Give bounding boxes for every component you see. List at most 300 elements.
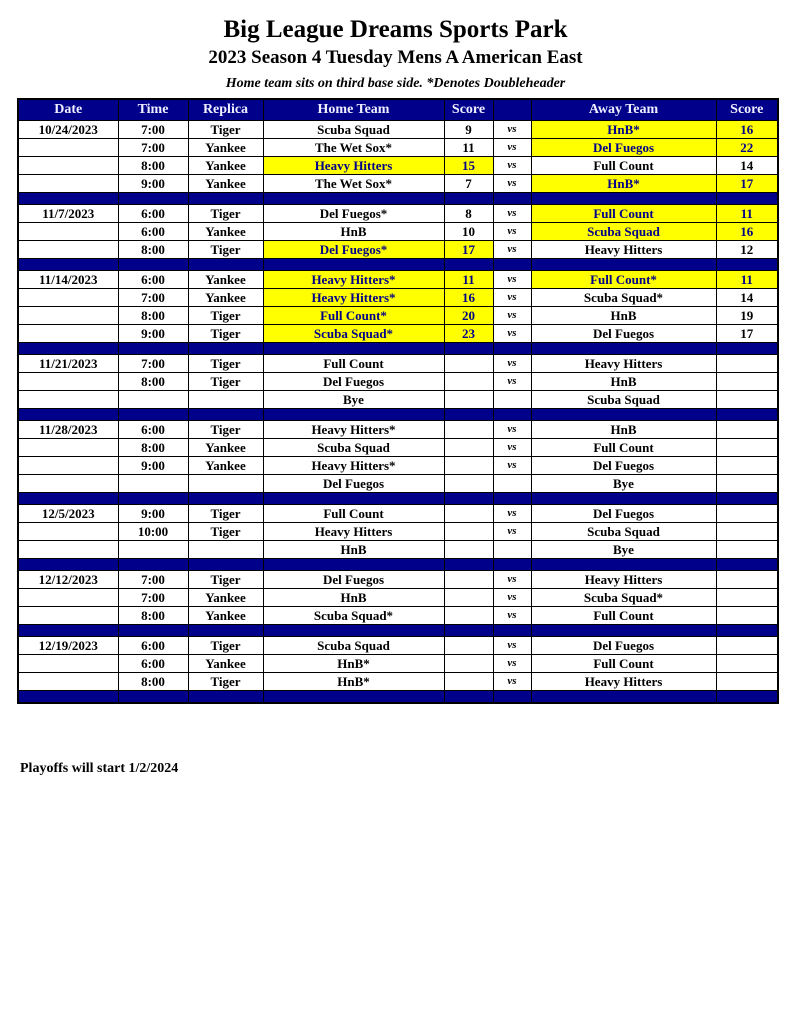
date-cell: 11/7/2023 [18,205,118,223]
away-team-cell: Full Count [531,439,716,457]
home-team-cell: Heavy Hitters [263,157,444,175]
separator-cell [444,625,493,637]
separator-cell [118,409,188,421]
time-cell: 7:00 [118,289,188,307]
separator-cell [18,625,118,637]
away-score-cell [716,421,778,439]
time-cell: 7:00 [118,571,188,589]
away-score-cell [716,637,778,655]
home-team-cell: Heavy Hitters* [263,421,444,439]
separator-cell [493,493,531,505]
home-score-cell [444,523,493,541]
game-row [18,475,778,493]
home-score-cell [444,637,493,655]
separator-cell [444,193,493,205]
separator-cell [444,691,493,704]
home-team-cell: HnB [263,223,444,241]
replica-cell: Tiger [188,421,263,439]
vs-cell: vs [493,589,531,607]
replica-cell: Tiger [188,121,263,139]
separator-cell [263,559,444,571]
vs-cell: vs [493,205,531,223]
home-team-cell: Del Fuegos [263,571,444,589]
separator-cell [263,409,444,421]
separator-cell [188,259,263,271]
vs-cell: vs [493,121,531,139]
separator-row [18,259,778,271]
away-score-cell [716,673,778,691]
separator-cell [263,691,444,704]
home-score-cell: 11 [444,271,493,289]
time-cell: 8:00 [118,307,188,325]
game-row [18,457,778,475]
replica-cell: Yankee [188,607,263,625]
home-score-cell: 11 [444,139,493,157]
home-score-cell [444,475,493,493]
date-cell [18,325,118,343]
home-team-cell: HnB* [263,673,444,691]
vs-cell: vs [493,157,531,175]
separator-cell [531,493,716,505]
game-row [18,505,778,523]
separator-cell [493,193,531,205]
game-row [18,175,778,193]
home-score-cell [444,355,493,373]
home-score-cell [444,457,493,475]
date-cell [18,475,118,493]
away-score-cell: 16 [716,121,778,139]
home-team-cell: Del Fuegos* [263,205,444,223]
away-team-cell: Del Fuegos [531,139,716,157]
separator-cell [716,559,778,571]
home-score-cell: 8 [444,205,493,223]
separator-cell [118,559,188,571]
away-score-cell [716,355,778,373]
separator-cell [18,259,118,271]
away-team-cell: Del Fuegos [531,325,716,343]
home-score-cell [444,571,493,589]
game-row [18,205,778,223]
home-team-cell: The Wet Sox* [263,175,444,193]
separator-cell [118,493,188,505]
separator-cell [444,343,493,355]
separator-cell [493,559,531,571]
vs-cell: vs [493,307,531,325]
separator-cell [716,193,778,205]
home-score-cell [444,589,493,607]
replica-cell [188,541,263,559]
separator-cell [263,343,444,355]
separator-cell [531,625,716,637]
separator-cell [118,625,188,637]
time-cell: 8:00 [118,157,188,175]
replica-cell: Tiger [188,571,263,589]
date-cell: 12/19/2023 [18,637,118,655]
away-team-cell: Scuba Squad [531,391,716,409]
separator-cell [188,193,263,205]
header-away-team: Away Team [531,99,716,121]
separator-row [18,691,778,704]
separator-cell [118,691,188,704]
vs-cell: vs [493,289,531,307]
time-cell: 7:00 [118,139,188,157]
home-team-cell: Del Fuegos* [263,241,444,259]
vs-cell: vs [493,505,531,523]
separator-cell [188,691,263,704]
home-score-cell [444,673,493,691]
away-team-cell: Heavy Hitters [531,355,716,373]
separator-cell [118,193,188,205]
replica-cell: Tiger [188,673,263,691]
separator-cell [493,343,531,355]
replica-cell: Yankee [188,589,263,607]
away-team-cell: Heavy Hitters [531,673,716,691]
game-row [18,241,778,259]
away-score-cell: 16 [716,223,778,241]
date-cell [18,307,118,325]
away-score-cell [716,475,778,493]
away-score-cell [716,571,778,589]
game-row [18,121,778,139]
away-score-cell: 11 [716,271,778,289]
away-team-cell: Bye [531,475,716,493]
home-score-cell: 23 [444,325,493,343]
vs-cell: vs [493,355,531,373]
separator-cell [531,343,716,355]
header-date: Date [18,99,118,121]
separator-cell [716,259,778,271]
home-team-cell: HnB [263,541,444,559]
home-team-cell: Heavy Hitters* [263,457,444,475]
home-team-cell: Scuba Squad* [263,325,444,343]
date-cell [18,457,118,475]
vs-cell: vs [493,325,531,343]
date-cell: 11/21/2023 [18,355,118,373]
game-row [18,571,778,589]
home-score-cell [444,505,493,523]
separator-cell [263,259,444,271]
vs-cell: vs [493,139,531,157]
separator-cell [444,493,493,505]
home-score-cell [444,421,493,439]
home-team-cell: Scuba Squad [263,121,444,139]
game-row [18,223,778,241]
time-cell: 7:00 [118,355,188,373]
home-score-cell: 20 [444,307,493,325]
vs-cell: vs [493,439,531,457]
separator-cell [188,343,263,355]
away-score-cell: 17 [716,325,778,343]
home-team-cell: Del Fuegos [263,475,444,493]
time-cell: 7:00 [118,589,188,607]
home-score-cell: 15 [444,157,493,175]
home-score-cell [444,655,493,673]
away-score-cell: 14 [716,289,778,307]
header-time: Time [118,99,188,121]
home-team-note: Home team sits on third base side. *Denotes Doubleheader [225,76,566,92]
home-score-cell: 17 [444,241,493,259]
away-team-cell: HnB* [531,121,716,139]
time-cell: 6:00 [118,271,188,289]
away-score-cell [716,505,778,523]
game-row [18,673,778,691]
header-replica: Replica [188,99,263,121]
date-cell [18,373,118,391]
vs-cell: vs [493,637,531,655]
away-score-cell [716,589,778,607]
separator-cell [118,259,188,271]
vs-cell: vs [493,571,531,589]
separator-cell [531,559,716,571]
game-row [18,373,778,391]
separator-cell [444,259,493,271]
time-cell: 8:00 [118,607,188,625]
time-cell: 8:00 [118,439,188,457]
away-team-cell: HnB* [531,175,716,193]
away-team-cell: Bye [531,541,716,559]
separator-cell [716,409,778,421]
date-cell: 12/5/2023 [18,505,118,523]
away-score-cell [716,607,778,625]
away-team-cell: Full Count [531,607,716,625]
separator-cell [493,691,531,704]
date-cell [18,523,118,541]
replica-cell [188,475,263,493]
replica-cell: Yankee [188,655,263,673]
separator-cell [188,493,263,505]
away-score-cell [716,391,778,409]
away-team-cell: Scuba Squad [531,523,716,541]
header-home-score: Score [444,99,493,121]
game-row [18,391,778,409]
game-row [18,157,778,175]
header-away-score: Score [716,99,778,121]
away-team-cell: Del Fuegos [531,637,716,655]
vs-cell: vs [493,421,531,439]
vs-cell [493,541,531,559]
time-cell: 6:00 [118,655,188,673]
vs-cell: vs [493,241,531,259]
time-cell: 10:00 [118,523,188,541]
game-row [18,307,778,325]
home-team-cell: Heavy Hitters* [263,271,444,289]
separator-row [18,193,778,205]
home-score-cell [444,439,493,457]
home-team-cell: Full Count* [263,307,444,325]
separator-cell [531,691,716,704]
date-cell: 11/28/2023 [18,421,118,439]
separator-cell [18,559,118,571]
header-home-team: Home Team [263,99,444,121]
home-score-cell [444,373,493,391]
time-cell [118,391,188,409]
replica-cell: Tiger [188,637,263,655]
separator-row [18,493,778,505]
away-team-cell: HnB [531,307,716,325]
separator-row [18,625,778,637]
game-row [18,541,778,559]
away-team-cell: Full Count* [531,271,716,289]
page-subtitle: 2023 Season 4 Tuesday Mens A American East [208,46,583,68]
separator-cell [531,409,716,421]
separator-cell [263,625,444,637]
game-row [18,271,778,289]
game-row [18,355,778,373]
away-score-cell: 22 [716,139,778,157]
date-cell [18,175,118,193]
game-row [18,421,778,439]
replica-cell: Tiger [188,355,263,373]
separator-cell [493,625,531,637]
date-cell [18,157,118,175]
separator-cell [493,409,531,421]
separator-row [18,343,778,355]
date-cell: 12/12/2023 [18,571,118,589]
date-cell [18,673,118,691]
separator-row [18,409,778,421]
home-team-cell: The Wet Sox* [263,139,444,157]
vs-cell: vs [493,457,531,475]
separator-cell [263,193,444,205]
vs-cell [493,391,531,409]
separator-cell [18,691,118,704]
replica-cell: Tiger [188,523,263,541]
date-cell [18,139,118,157]
vs-cell: vs [493,373,531,391]
table-header-row [18,99,778,121]
separator-row [18,559,778,571]
replica-cell: Yankee [188,457,263,475]
vs-cell: vs [493,523,531,541]
separator-cell [493,259,531,271]
replica-cell: Tiger [188,307,263,325]
away-team-cell: Del Fuegos [531,505,716,523]
away-team-cell: Heavy Hitters [531,241,716,259]
page-title: Big League Dreams Sports Park [223,16,568,43]
replica-cell: Tiger [188,373,263,391]
separator-cell [18,343,118,355]
away-team-cell: HnB [531,373,716,391]
away-score-cell: 17 [716,175,778,193]
home-score-cell [444,391,493,409]
away-score-cell [716,439,778,457]
replica-cell: Yankee [188,175,263,193]
replica-cell: Tiger [188,205,263,223]
date-cell [18,439,118,457]
separator-cell [716,343,778,355]
away-team-cell: Full Count [531,205,716,223]
vs-cell: vs [493,271,531,289]
away-team-cell: Full Count [531,655,716,673]
replica-cell: Yankee [188,223,263,241]
date-cell [18,289,118,307]
away-team-cell: Scuba Squad* [531,589,716,607]
replica-cell: Tiger [188,505,263,523]
away-team-cell: Scuba Squad* [531,289,716,307]
game-row [18,325,778,343]
replica-cell: Yankee [188,271,263,289]
game-row [18,637,778,655]
time-cell [118,541,188,559]
game-row [18,439,778,457]
home-score-cell [444,541,493,559]
game-row [18,607,778,625]
time-cell [118,475,188,493]
date-cell [18,223,118,241]
away-score-cell [716,523,778,541]
date-cell [18,607,118,625]
separator-cell [531,193,716,205]
home-score-cell [444,607,493,625]
vs-cell: vs [493,223,531,241]
home-team-cell: Scuba Squad [263,439,444,457]
home-score-cell: 16 [444,289,493,307]
away-score-cell: 12 [716,241,778,259]
time-cell: 8:00 [118,373,188,391]
vs-cell: vs [493,673,531,691]
away-score-cell [716,541,778,559]
replica-cell: Yankee [188,289,263,307]
date-cell: 11/14/2023 [18,271,118,289]
game-row [18,655,778,673]
schedule-table [17,98,779,704]
home-score-cell: 9 [444,121,493,139]
separator-cell [188,559,263,571]
schedule-body [18,121,778,704]
home-score-cell: 10 [444,223,493,241]
playoffs-note: Playoffs will start 1/2/2024 [20,761,179,776]
replica-cell: Tiger [188,241,263,259]
away-score-cell: 14 [716,157,778,175]
separator-cell [263,493,444,505]
away-score-cell [716,457,778,475]
date-cell [18,391,118,409]
home-team-cell: Full Count [263,355,444,373]
away-score-cell: 11 [716,205,778,223]
home-team-cell: HnB [263,589,444,607]
home-team-cell: HnB* [263,655,444,673]
time-cell: 9:00 [118,325,188,343]
away-team-cell: Heavy Hitters [531,571,716,589]
separator-cell [188,409,263,421]
away-score-cell [716,373,778,391]
time-cell: 7:00 [118,121,188,139]
home-team-cell: Scuba Squad* [263,607,444,625]
separator-cell [18,409,118,421]
vs-cell: vs [493,655,531,673]
away-team-cell: HnB [531,421,716,439]
home-team-cell: Heavy Hitters [263,523,444,541]
separator-cell [444,559,493,571]
date-cell [18,655,118,673]
vs-cell [493,475,531,493]
separator-cell [118,343,188,355]
away-team-cell: Del Fuegos [531,457,716,475]
game-row [18,589,778,607]
vs-cell: vs [493,175,531,193]
away-score-cell [716,655,778,673]
home-score-cell: 7 [444,175,493,193]
time-cell: 8:00 [118,673,188,691]
home-team-cell: Heavy Hitters* [263,289,444,307]
date-cell [18,589,118,607]
separator-cell [18,493,118,505]
date-cell: 10/24/2023 [18,121,118,139]
replica-cell: Yankee [188,139,263,157]
header-vs [493,99,531,121]
time-cell: 9:00 [118,175,188,193]
game-row [18,523,778,541]
